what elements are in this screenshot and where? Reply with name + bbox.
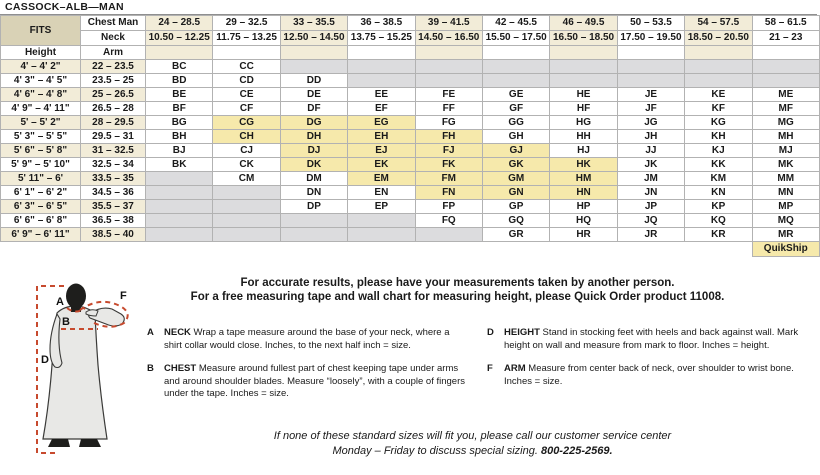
size-cell: DE: [280, 88, 347, 102]
size-cell: CJ: [213, 144, 280, 158]
quikship-spacer-cell: [415, 242, 482, 257]
size-cell: BG: [146, 116, 213, 130]
size-cell: JM: [617, 172, 684, 186]
instruction-text: NECK Wrap a tape measure around the base of your neck, where a shirt collar would close. Inches, to the next half inch = size.: [164, 327, 450, 351]
size-cell-unavailable: [415, 74, 482, 88]
neck-range: 12.50 – 14.50: [280, 31, 347, 46]
size-cell: GQ: [482, 214, 549, 228]
robe-outline: [43, 306, 107, 439]
size-cell: MK: [752, 158, 819, 172]
neck-label: Neck: [81, 31, 146, 46]
size-cell-unavailable: [213, 214, 280, 228]
chest-range: 54 – 57.5: [685, 16, 752, 31]
instruction-chest: [147, 363, 467, 401]
header-spacer-cell: [415, 46, 482, 60]
neck-range: 15.50 – 17.50: [482, 31, 549, 46]
size-cell-unavailable: [685, 60, 752, 74]
size-cell: FE: [415, 88, 482, 102]
height-range: 5' 11" – 6': [1, 172, 81, 186]
header-spacer-cell: [752, 46, 819, 60]
size-cell: EP: [348, 200, 415, 214]
hand: [86, 310, 98, 316]
size-cell: FG: [415, 116, 482, 130]
neck-range: 17.50 – 19.50: [617, 31, 684, 46]
size-cell-unavailable: [617, 60, 684, 74]
size-cell: GP: [482, 200, 549, 214]
size-row: [1, 74, 820, 88]
height-range: 4' 9" – 4' 11": [1, 102, 81, 116]
quikship-spacer-cell: [617, 242, 684, 257]
instruction-letter: B: [147, 363, 154, 375]
size-cell: JG: [617, 116, 684, 130]
size-cell: FF: [415, 102, 482, 116]
size-cell: HH: [550, 130, 617, 144]
instruction-text: CHEST Measure around fullest part of chest keeping tape under arms and around shoulder blades. Measure “loosely”, with a couple of fingers under the tape. Inches = size.: [164, 363, 466, 400]
size-cell: HJ: [550, 144, 617, 158]
size-cell: EE: [348, 88, 415, 102]
chest-range: 36 – 38.5: [348, 16, 415, 31]
size-cell: GE: [482, 88, 549, 102]
size-cell: MQ: [752, 214, 819, 228]
size-cell-unavailable: [280, 60, 347, 74]
size-cell: JN: [617, 186, 684, 200]
notice-line-2: For a free measuring tape and wall chart for measuring height, please Quick Order product 11008.: [190, 290, 725, 303]
height-range: 5' – 5' 2": [1, 116, 81, 130]
size-cell: FP: [415, 200, 482, 214]
measurement-notice: [95, 277, 820, 304]
instruction-letter: A: [147, 327, 154, 338]
quikship-spacer-cell: [280, 242, 347, 257]
size-cell: HK: [550, 158, 617, 172]
size-cell: CF: [213, 102, 280, 116]
size-row: [1, 172, 820, 186]
size-cell: KF: [685, 102, 752, 116]
arm-range: 31 – 32.5: [81, 144, 146, 158]
footer-line-2: Monday – Friday to discuss special sizing. 800-225-2569.: [332, 444, 613, 457]
arm-range: 28 – 29.5: [81, 116, 146, 130]
size-cell-unavailable: [415, 60, 482, 74]
size-cell-unavailable: [415, 228, 482, 242]
size-cell: JJ: [617, 144, 684, 158]
size-cell-unavailable: [617, 74, 684, 88]
diagram-label-a: A: [56, 296, 64, 308]
size-row: [1, 228, 820, 242]
size-cell: EK: [348, 158, 415, 172]
arm-range: 23.5 – 25: [81, 74, 146, 88]
size-cell: FH: [415, 130, 482, 144]
size-cell-unavailable: [348, 60, 415, 74]
height-range: 4' – 4' 2": [1, 60, 81, 74]
size-cell: HP: [550, 200, 617, 214]
height-range: 4' 6" – 4' 8": [1, 88, 81, 102]
size-cell-unavailable: [213, 228, 280, 242]
chest-range: 29 – 32.5: [213, 16, 280, 31]
size-cell: EJ: [348, 144, 415, 158]
size-cell: DG: [280, 116, 347, 130]
instruction-text: HEIGHT Stand in stocking feet with heels and back against wall. Mark height on wall and measure from mark to floor. Inches = height.: [504, 327, 799, 351]
chest-range: 50 – 53.5: [617, 16, 684, 31]
size-cell: DH: [280, 130, 347, 144]
size-cell: GR: [482, 228, 549, 242]
height-range: 6' 6" – 6' 8": [1, 214, 81, 228]
instructions-right-column: [487, 327, 807, 412]
size-cell: EG: [348, 116, 415, 130]
size-row: [1, 214, 820, 228]
arm-range: 36.5 – 38: [81, 214, 146, 228]
arm-range: 26.5 – 28: [81, 102, 146, 116]
height-label: Height: [1, 46, 81, 60]
size-cell: HR: [550, 228, 617, 242]
size-cell-unavailable: [482, 74, 549, 88]
size-cell: GH: [482, 130, 549, 144]
size-row: [1, 200, 820, 214]
size-cell: HE: [550, 88, 617, 102]
arm-range: 38.5 – 40: [81, 228, 146, 242]
size-cell: MJ: [752, 144, 819, 158]
size-cell: MR: [752, 228, 819, 242]
size-cell: BD: [146, 74, 213, 88]
right-foot: [79, 439, 101, 447]
size-cell: CC: [213, 60, 280, 74]
size-cell: KH: [685, 130, 752, 144]
size-cell-unavailable: [550, 60, 617, 74]
header-spacer-cell: [146, 46, 213, 60]
size-cell: DK: [280, 158, 347, 172]
header-spacer-cell: [685, 46, 752, 60]
size-cell: CE: [213, 88, 280, 102]
size-cell: EN: [348, 186, 415, 200]
size-cell: KM: [685, 172, 752, 186]
size-cell-unavailable: [550, 74, 617, 88]
size-cell: DD: [280, 74, 347, 88]
size-cell: GK: [482, 158, 549, 172]
measuring-instructions: [147, 327, 807, 412]
size-row: [1, 102, 820, 116]
size-cell: MP: [752, 200, 819, 214]
size-cell: KK: [685, 158, 752, 172]
size-cell: BF: [146, 102, 213, 116]
diagram-label-b: B: [62, 316, 70, 328]
neck-range: 11.75 – 13.25: [213, 31, 280, 46]
size-cell: MM: [752, 172, 819, 186]
size-cell: KJ: [685, 144, 752, 158]
instruction-arm: [487, 363, 807, 388]
size-cell: HF: [550, 102, 617, 116]
size-cell: JE: [617, 88, 684, 102]
size-cell: MH: [752, 130, 819, 144]
size-cell-unavailable: [348, 214, 415, 228]
size-cell-unavailable: [752, 74, 819, 88]
size-cell: ME: [752, 88, 819, 102]
size-cell: CH: [213, 130, 280, 144]
instruction-neck: [147, 327, 467, 352]
size-cell: JH: [617, 130, 684, 144]
page-title: CASSOCK–ALB—MAN: [0, 0, 817, 15]
header-spacer-cell: [550, 46, 617, 60]
instructions-left-column: [147, 327, 467, 412]
header-spacer-cell: [280, 46, 347, 60]
size-cell: GM: [482, 172, 549, 186]
size-cell: GN: [482, 186, 549, 200]
size-cell-unavailable: [213, 186, 280, 200]
footer-line-1: If none of these standard sizes will fit you, please call our customer service center: [273, 430, 672, 442]
size-cell: DF: [280, 102, 347, 116]
size-cell: JF: [617, 102, 684, 116]
size-cell: FN: [415, 186, 482, 200]
instruction-letter: F: [487, 363, 493, 375]
special-sizing-footer: [150, 429, 795, 459]
size-cell: GG: [482, 116, 549, 130]
quikship-spacer-cell: [550, 242, 617, 257]
height-range: 5' 3" – 5' 5": [1, 130, 81, 144]
height-arm-header-row: [1, 46, 820, 60]
height-range: 4' 3" – 4' 5": [1, 74, 81, 88]
size-cell-unavailable: [146, 172, 213, 186]
size-cell: FQ: [415, 214, 482, 228]
height-range: 5' 9" – 5' 10": [1, 158, 81, 172]
quikship-spacer-cell: [348, 242, 415, 257]
size-cell-unavailable: [146, 200, 213, 214]
size-cell: KE: [685, 88, 752, 102]
size-cell: FJ: [415, 144, 482, 158]
phone-number: 800-225-2569.: [540, 444, 613, 457]
quikship-spacer-cell: [1, 242, 81, 257]
size-row: [1, 130, 820, 144]
arm-range: 34.5 – 36: [81, 186, 146, 200]
height-range: 6' 3" – 6' 5": [1, 200, 81, 214]
size-cell: KN: [685, 186, 752, 200]
size-row: [1, 158, 820, 172]
neck-range: 14.50 – 16.50: [415, 31, 482, 46]
arm-range: 22 – 23.5: [81, 60, 146, 74]
size-cell: CK: [213, 158, 280, 172]
instruction-height: [487, 327, 807, 352]
size-cell: CG: [213, 116, 280, 130]
quikship-spacer-cell: [213, 242, 280, 257]
size-row: [1, 186, 820, 200]
size-cell-unavailable: [348, 74, 415, 88]
size-cell: JP: [617, 200, 684, 214]
size-cell-unavailable: [280, 228, 347, 242]
instruction-letter: D: [487, 327, 494, 338]
size-cell: BH: [146, 130, 213, 144]
header-spacer-cell: [482, 46, 549, 60]
size-cell: DJ: [280, 144, 347, 158]
size-cell: GJ: [482, 144, 549, 158]
neck-range: 13.75 – 15.25: [348, 31, 415, 46]
neck-range: 18.50 – 20.50: [685, 31, 752, 46]
notice-line-1: For accurate results, please have your measurements taken by another person.: [240, 277, 675, 289]
size-cell: KP: [685, 200, 752, 214]
size-cell: CD: [213, 74, 280, 88]
size-cell: FK: [415, 158, 482, 172]
size-cell: EM: [348, 172, 415, 186]
size-row: [1, 60, 820, 74]
size-cell-unavailable: [146, 214, 213, 228]
size-table: [0, 15, 820, 257]
height-range: 6' 1" – 6' 2": [1, 186, 81, 200]
size-cell: KR: [685, 228, 752, 242]
instruction-text: ARM Measure from center back of neck, over shoulder to wrist bone. Inches = size.: [504, 363, 794, 387]
chest-range: 42 – 45.5: [482, 16, 549, 31]
size-cell: HQ: [550, 214, 617, 228]
neck-range: 21 – 23: [752, 31, 819, 46]
size-cell-unavailable: [685, 74, 752, 88]
quikship-spacer-cell: [685, 242, 752, 257]
size-cell-unavailable: [146, 228, 213, 242]
size-cell: HN: [550, 186, 617, 200]
left-foot: [48, 439, 70, 447]
size-cell-unavailable: [348, 228, 415, 242]
header-spacer-cell: [213, 46, 280, 60]
chest-range: 58 – 61.5: [752, 16, 819, 31]
size-cell: KG: [685, 116, 752, 130]
height-range: 6' 9" – 6' 11": [1, 228, 81, 242]
size-cell: JQ: [617, 214, 684, 228]
chest-range: 24 – 28.5: [146, 16, 213, 31]
cassock-measurement-diagram: [4, 283, 140, 473]
size-cell: CM: [213, 172, 280, 186]
diagram-label-f: F: [120, 290, 127, 302]
arm-range: 32.5 – 34: [81, 158, 146, 172]
size-cell: DP: [280, 200, 347, 214]
size-row: [1, 88, 820, 102]
height-range: 5' 6" – 5' 8": [1, 144, 81, 158]
size-cell: MN: [752, 186, 819, 200]
size-cell-unavailable: [213, 200, 280, 214]
size-cell: MG: [752, 116, 819, 130]
quikship-spacer-cell: [81, 242, 146, 257]
size-cell: KQ: [685, 214, 752, 228]
header-spacer-cell: [617, 46, 684, 60]
neck-range: 16.50 – 18.50: [550, 31, 617, 46]
size-cell: GF: [482, 102, 549, 116]
chest-label: Chest Man: [81, 16, 146, 31]
size-cell: EH: [348, 130, 415, 144]
size-cell-unavailable: [280, 214, 347, 228]
quikship-row: [1, 242, 820, 257]
size-cell: HM: [550, 172, 617, 186]
size-cell: BC: [146, 60, 213, 74]
size-cell-unavailable: [482, 60, 549, 74]
size-cell: FM: [415, 172, 482, 186]
size-cell: BJ: [146, 144, 213, 158]
quikship-spacer-cell: [146, 242, 213, 257]
quikship-label: QuikShip: [752, 242, 819, 257]
size-cell: JK: [617, 158, 684, 172]
chest-range: 33 – 35.5: [280, 16, 347, 31]
size-cell: BK: [146, 158, 213, 172]
size-row: [1, 116, 820, 130]
size-cell: MF: [752, 102, 819, 116]
size-cell: JR: [617, 228, 684, 242]
arm-range: 35.5 – 37: [81, 200, 146, 214]
header-spacer-cell: [348, 46, 415, 60]
quikship-spacer-cell: [482, 242, 549, 257]
chest-range: 39 – 41.5: [415, 16, 482, 31]
size-cell-unavailable: [752, 60, 819, 74]
arm-range: 33.5 – 35: [81, 172, 146, 186]
size-cell-unavailable: [146, 186, 213, 200]
size-cell: HG: [550, 116, 617, 130]
fits-label: FITS: [1, 16, 81, 46]
head: [66, 284, 86, 309]
neck-header-row: [1, 31, 820, 46]
size-cell: BE: [146, 88, 213, 102]
arm-range: 29.5 – 31: [81, 130, 146, 144]
arm-label: Arm: [81, 46, 146, 60]
diagram-label-d: D: [41, 354, 49, 366]
chest-range: 46 – 49.5: [550, 16, 617, 31]
size-cell: DN: [280, 186, 347, 200]
neck-range: 10.50 – 12.25: [146, 31, 213, 46]
size-row: [1, 144, 820, 158]
arm-range: 25 – 26.5: [81, 88, 146, 102]
size-cell: EF: [348, 102, 415, 116]
chest-header-row: [1, 16, 820, 31]
size-cell: DM: [280, 172, 347, 186]
